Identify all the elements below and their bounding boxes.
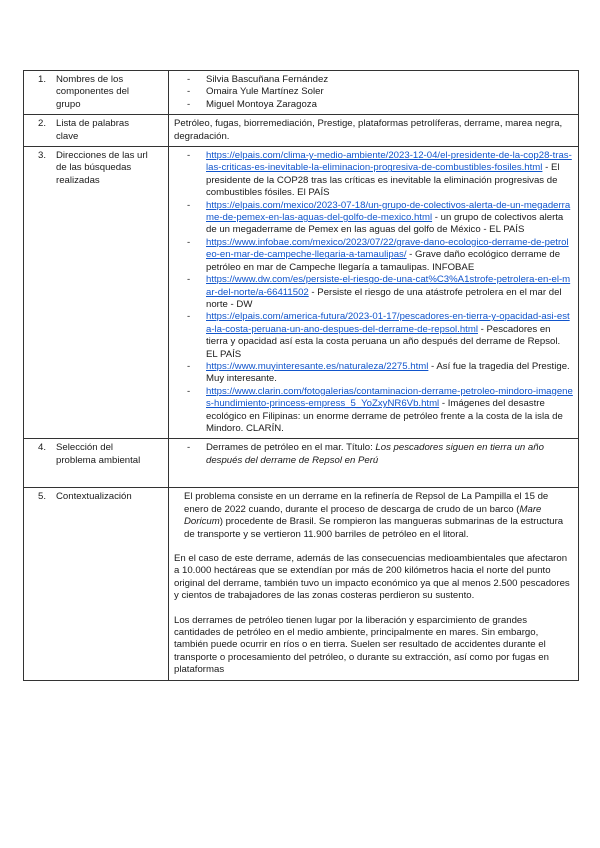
urls-cell [169, 147, 579, 439]
context-text: ) procedente de Brasil. Se rompieron las mangueras submarinas de la estructura de transporte y se vertieron 11.900 barriles de petróleo en el litoral. [184, 516, 564, 540]
assignment-table [23, 70, 579, 681]
member-item: - Miguel Montoya Zaragoza [174, 99, 573, 111]
keywords-cell: Petróleo, fugas, biorremediación, Prestige, plataformas petrolíferas, derrame, marea negra, degradación. [169, 115, 579, 147]
selection-list [174, 442, 573, 467]
row-label-text: Direcciones de las url de las búsquedas realizadas [56, 150, 148, 186]
url-item [174, 150, 573, 200]
url-description: - El presidente de la COP28 tras las críticas es inevitable la eliminación progresivas de combustibles fósiles. El PAÍS [206, 162, 560, 199]
row-label [24, 71, 169, 115]
row-number: 5. [37, 491, 46, 503]
url-description: - Persiste el riesgo de una atástrofe petrolera en el mar del norte - DW [206, 286, 562, 310]
table-row [24, 71, 579, 115]
group-members-cell [169, 71, 579, 115]
row-label [24, 115, 169, 147]
url-link[interactable]: https://elpais.com/clima-y-medio-ambiente/2023-12-04/el-presidente-de-la-cop28-tras-las-criticas-es-inevitable-la-eliminacion-progresiva-de-combustibles-fosiles.html [206, 150, 572, 174]
url-description: - Imágenes del desastre ecológico en Filipinas: un enorme derrame de petróleo frente a la costa de la isla de Mindoro. CLARÍN. [206, 398, 563, 434]
url-item [174, 361, 573, 386]
ship-name: Mare Doricum [184, 503, 542, 528]
url-description: - Pescadores en tierra y opacidad así esta la costa peruana un año después del derrame de Repsol. EL PAÍS [206, 323, 561, 360]
row-label-text: Selección del problema ambiental [56, 442, 141, 466]
context-paragraph: Los derrames de petróleo tienen lugar por la liberación y esparcimiento de grandes cantidades de petróleo en el medio ambiente, principalmente en mares. Sin embargo, también puede ocurrir en ríos o en tierra. Suelen ser resultado de accidentes durante el transporte o procesamiento del petróleo, o durante su extracción, así como por fugas en plataformas [174, 614, 549, 676]
member-item: - Silvia Bascuñana Fernández [174, 74, 573, 86]
context-paragraph [174, 491, 573, 541]
url-description: - un grupo de colectivos alerta de un megaderrame de Pemex en las aguas del golfo de México - EL PAÍS [206, 212, 564, 236]
members-list [174, 74, 573, 111]
url-link[interactable]: https://www.infobae.com/mexico/2023/07/22/grave-dano-ecologico-derrame-de-petroleo-en-mar-de-campeche-llegaria-a-tamaulipas/ [206, 236, 569, 261]
row-number: 4. [37, 442, 46, 454]
url-item [174, 386, 573, 436]
row-label-text: Nombres de los componentes del grupo [56, 74, 130, 110]
url-item [174, 237, 573, 274]
url-item [174, 274, 573, 311]
row-label-text: Lista de palabras clave [56, 118, 130, 142]
row-label [24, 147, 169, 439]
selection-prefix: Derrames de petróleo en el mar. Título: [206, 442, 376, 454]
member-item: - Omaira Yule Martínez Soler [174, 86, 573, 98]
row-label-text: Contextualización [56, 491, 132, 503]
table-row [24, 488, 579, 680]
selection-title: Los pescadores siguen en tierra un año después del derrame de Repsol en Perú [206, 442, 544, 466]
table-row [24, 147, 579, 439]
url-description: - Así fue la tragedia del Prestige. Muy interesante. [206, 360, 570, 385]
context-text: El problema consiste en un derrame en la refinería de Repsol de La Pampilla el 15 de enero de 2022 cuando, durante el proceso de descarga de crudo de un barco ( [184, 491, 549, 515]
row-label [24, 439, 169, 488]
url-list [174, 150, 573, 435]
url-link[interactable]: https://elpais.com/america-futura/2023-01-17/pescadores-en-tierra-y-opacidad-asi-esta-la-costa-peruana-un-ano-despues-del-derrame-de-repsol.html [206, 311, 570, 335]
row-number: 1. [37, 74, 46, 85]
table-row [24, 439, 579, 488]
url-link[interactable]: https://www.clarin.com/fotogalerias/contaminacion-derrame-petroleo-mindoro-imagenes-hundimiento-princess-empress_5_YoZxyNR6Vb.html [206, 385, 573, 410]
table-row [24, 115, 579, 147]
row-number: 2. [37, 118, 46, 130]
selection-cell [169, 439, 579, 488]
row-number: 3. [37, 150, 46, 162]
url-link[interactable]: https://www.dw.com/es/persiste-el-riesgo-de-una-cat%C3%A1strofe-petrolera-en-el-mar-del-norte/a-66411502 [206, 274, 571, 298]
row-label [24, 488, 169, 680]
url-description: - Grave daño ecológico derrame de petróleo en mar de Campeche llegaría a tamaulipas. INFOBAE [206, 249, 561, 273]
url-link[interactable]: https://elpais.com/mexico/2023-07-18/un-grupo-de-colectivos-alerta-de-un-megaderrame-de-pemex-en-las-aguas-del-golfo-de-mexico.html [206, 199, 571, 224]
context-cell [169, 488, 579, 680]
url-link[interactable]: https://www.muyinteresante.es/naturaleza/2275.html [206, 360, 429, 372]
url-item [174, 200, 573, 237]
context-paragraph: En el caso de este derrame, además de las consecuencias medioambientales que afectaron a 10.000 hectáreas que se extendían por más de 200 kilómetros hacia el norte del punto original del derrame, también tuvo un impacto económico ya que al menos 2.500 pescadores y cientos de trabajadores de las zonas costeras perdieron su sustento. [174, 553, 570, 602]
selection-item [174, 442, 573, 467]
url-item [174, 311, 573, 361]
